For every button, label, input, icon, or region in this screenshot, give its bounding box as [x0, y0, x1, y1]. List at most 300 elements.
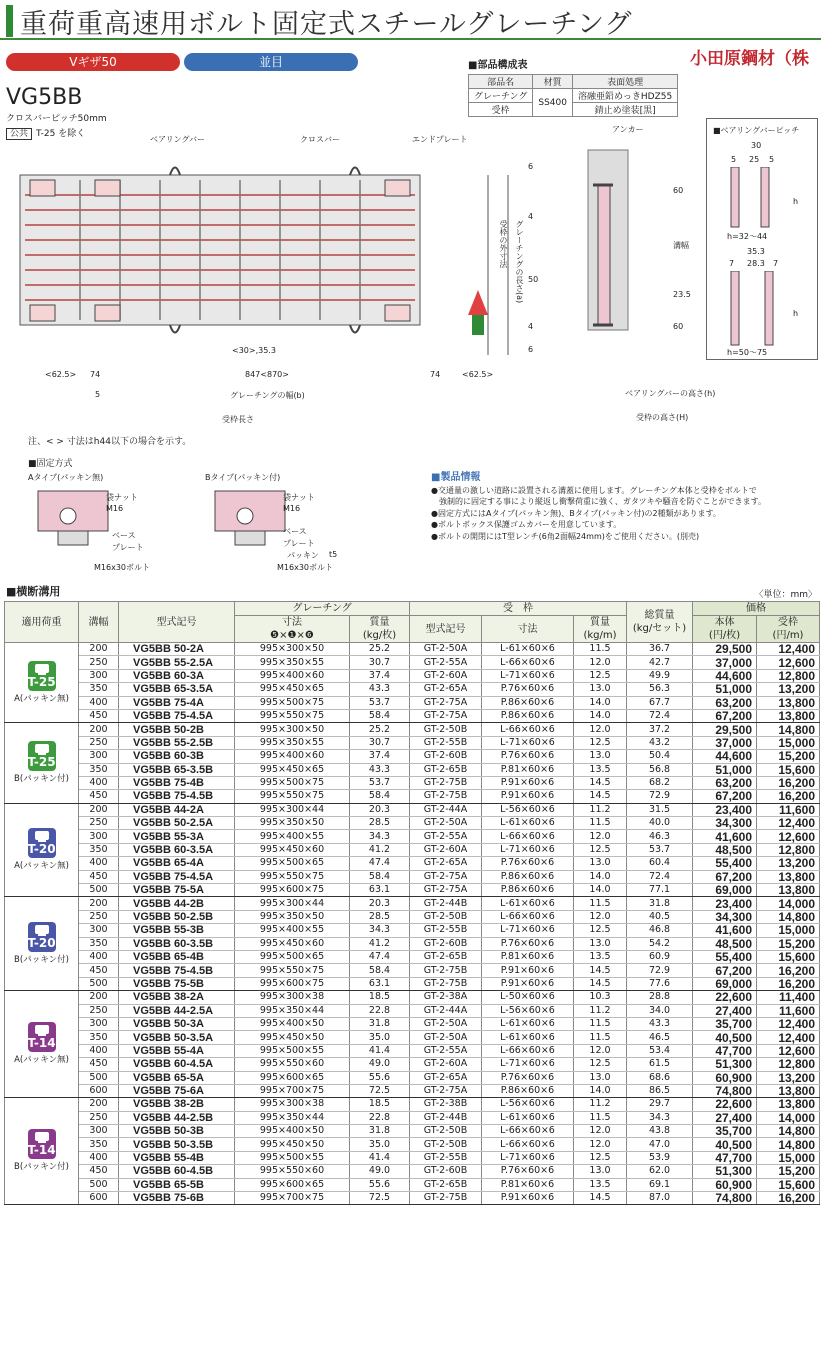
parts-col: 材質 — [533, 75, 573, 89]
table-row — [5, 736, 820, 749]
cell-total-mass: 72.4 — [627, 870, 693, 883]
th-body-label: 本体 — [714, 617, 735, 628]
table-row — [5, 1031, 820, 1044]
cell-frame-price: 12,400 — [757, 817, 820, 830]
th-frame-price-label: 受枠 — [778, 617, 799, 628]
cell-frame-mass: 13.0 — [574, 857, 627, 870]
cross-bar-label: クロスバー — [300, 135, 340, 144]
cell-frame-price: 13,200 — [757, 683, 820, 696]
cell-frame-model: GT-2-44B — [410, 897, 482, 910]
cell-total-mass: 72.4 — [627, 709, 693, 722]
dim-74-left: 74 — [90, 370, 101, 379]
cell-model: VG5BB 60-3A — [119, 669, 235, 682]
table-row — [5, 991, 820, 1004]
bearing-bar-label: ベアリングバー — [150, 135, 206, 144]
table-row — [5, 1017, 820, 1030]
cell-frame-size: P.81×60×6 — [482, 763, 574, 776]
cell-frame-price: 13,800 — [757, 884, 820, 897]
cell-frame-mass: 12.5 — [574, 736, 627, 749]
cell-frame-model: GT-2-55B — [410, 924, 482, 937]
cell-frame-mass: 11.5 — [574, 897, 627, 910]
info-line: ●固定方式にはAタイプ(パッキン無)、Bタイプ(パッキン付)の2種類があります。 — [431, 508, 721, 518]
cell-size: 995×450×60 — [235, 843, 350, 856]
cell-frame-size: L-56×60×6 — [482, 803, 574, 816]
cell-model: VG5BB 65-5B — [119, 1178, 235, 1191]
load-label: T-14 — [27, 1143, 56, 1158]
cell-body-price: 69,000 — [693, 977, 757, 990]
cell-body-price: 67,200 — [693, 964, 757, 977]
cell-mass: 49.0 — [350, 1165, 410, 1178]
cell-frame-price: 14,800 — [757, 1138, 820, 1151]
cell-model: VG5BB 75-4.5B — [119, 964, 235, 977]
cell-body-price: 47,700 — [693, 1044, 757, 1057]
cell-frame-size: L-66×60×6 — [482, 1044, 574, 1057]
cell-total-mass: 50.4 — [627, 750, 693, 763]
cell-model: VG5BB 65-4B — [119, 950, 235, 963]
table-row — [5, 817, 820, 830]
cell-size: 995×500×55 — [235, 1151, 350, 1164]
cell-model: VG5BB 75-6B — [119, 1192, 235, 1205]
cell-frame-size: L-66×60×6 — [482, 1125, 574, 1138]
cell-mass: 58.4 — [350, 790, 410, 803]
th-size — [235, 616, 350, 643]
cell-frame-model: GT-2-65A — [410, 857, 482, 870]
cell-frame-price: 14,800 — [757, 723, 820, 736]
pitch-h-range-1: h=32〜44 — [727, 232, 768, 241]
cell-frame-size: P.76×60×6 — [482, 683, 574, 696]
cell-frame-price: 13,800 — [757, 709, 820, 722]
tag-namime: 並目 — [184, 53, 358, 71]
spec-table-body — [5, 643, 820, 1205]
dim-50: 50 — [528, 275, 539, 284]
cell-frame-price: 12,600 — [757, 830, 820, 843]
cell-mass: 35.0 — [350, 1031, 410, 1044]
cell-width: 200 — [79, 803, 119, 816]
cell-frame-price: 13,200 — [757, 857, 820, 870]
cell-size: 995×500×65 — [235, 857, 350, 870]
grating-width-label: グレーチングの幅(b) — [230, 391, 305, 400]
cell-frame-model: GT-2-55B — [410, 1151, 482, 1164]
cell-total-mass: 60.4 — [627, 857, 693, 870]
cell-frame-model: GT-2-55B — [410, 736, 482, 749]
cell-body-price: 34,300 — [693, 817, 757, 830]
cell-width: 400 — [79, 696, 119, 709]
cell-body-price: 69,000 — [693, 884, 757, 897]
cell-width: 200 — [79, 1098, 119, 1111]
cell-model: VG5BB 44-2.5A — [119, 1004, 235, 1017]
dim-60-top: 60 — [673, 186, 684, 195]
cell-body-price: 48,500 — [693, 937, 757, 950]
cell-mass: 20.3 — [350, 803, 410, 816]
cell-mass: 43.3 — [350, 683, 410, 696]
cell-frame-price: 12,400 — [757, 1017, 820, 1030]
cell-frame-size: L-71×60×6 — [482, 1151, 574, 1164]
fix-b-nut: 袋ナット — [283, 493, 315, 502]
cell-width: 500 — [79, 884, 119, 897]
cell-mass: 41.4 — [350, 1044, 410, 1057]
cell-total-mass: 43.2 — [627, 736, 693, 749]
cell-width: 350 — [79, 937, 119, 950]
model-name: VG5BB — [6, 85, 83, 110]
cell-total-mass: 37.2 — [627, 723, 693, 736]
cell-body-price: 67,200 — [693, 870, 757, 883]
pitch-h-b: h — [793, 309, 799, 318]
cell-frame-price: 14,000 — [757, 897, 820, 910]
public-note-text: T-25 を除く — [36, 129, 86, 139]
table-row — [5, 1111, 820, 1124]
cell-frame-model: GT-2-50A — [410, 643, 482, 656]
parts-cell: 錆止め塗装[黒] — [572, 103, 677, 117]
cell-frame-model: GT-2-75B — [410, 1192, 482, 1205]
cell-frame-model: GT-2-50A — [410, 1017, 482, 1030]
th-total — [627, 602, 693, 643]
cell-model: VG5BB 38-2A — [119, 991, 235, 1004]
bearing-height-label: ベアリングバーの高さ(h) — [625, 389, 716, 398]
table-row — [5, 656, 820, 669]
cell-frame-model: GT-2-50A — [410, 1031, 482, 1044]
cell-frame-size: P.76×60×6 — [482, 1071, 574, 1084]
table-row — [5, 1058, 820, 1071]
cell-frame-mass: 13.5 — [574, 950, 627, 963]
cell-frame-mass: 14.0 — [574, 884, 627, 897]
cell-model: VG5BB 60-4.5A — [119, 1058, 235, 1071]
cell-width: 400 — [79, 1151, 119, 1164]
cell-frame-model: GT-2-75A — [410, 1084, 482, 1097]
info-line: ●ボルトボックス保護ゴムカバーを用意しています。 — [431, 520, 622, 529]
cell-frame-price: 13,800 — [757, 1098, 820, 1111]
truck-icon — [35, 1132, 49, 1141]
cell-frame-size: L-66×60×6 — [482, 1138, 574, 1151]
cell-frame-mass: 11.5 — [574, 1031, 627, 1044]
cell-mass: 53.7 — [350, 696, 410, 709]
info-line: ●ボルトの開閉にはT型レンチ(6角2面幅24mm)をご使用ください。(別売) — [431, 531, 700, 541]
info-line: ●交通量の激しい道路に設置される溝蓋に使用します。グレーチング本体と受枠をボルトで — [431, 485, 757, 495]
cell-body-price: 37,000 — [693, 656, 757, 669]
table-row — [5, 1192, 820, 1205]
cell-frame-size: P.91×60×6 — [482, 964, 574, 977]
cell-total-mass: 68.6 — [627, 1071, 693, 1084]
cell-body-price: 63,200 — [693, 696, 757, 709]
cell-size: 995×450×50 — [235, 1031, 350, 1044]
th-total-label: 総質量 — [644, 610, 675, 621]
cell-body-price: 51,000 — [693, 683, 757, 696]
dim-6-top: 6 — [528, 162, 534, 171]
cell-frame-price: 14,000 — [757, 1111, 820, 1124]
pitch-5a: 5 — [731, 155, 737, 164]
cell-size: 995×450×65 — [235, 683, 350, 696]
cell-model: VG5BB 75-4.5A — [119, 709, 235, 722]
cell-width: 500 — [79, 1071, 119, 1084]
load-badge — [28, 922, 56, 952]
page-title: 重荷重高速用ボルト固定式スチールグレーチング — [20, 9, 633, 40]
cell-body-price: 63,200 — [693, 776, 757, 789]
cell-frame-model: GT-2-44A — [410, 803, 482, 816]
cell-frame-model: GT-2-50A — [410, 817, 482, 830]
cell-mass: 72.5 — [350, 1084, 410, 1097]
cell-frame-price: 16,200 — [757, 964, 820, 977]
cell-frame-size: L-61×60×6 — [482, 1017, 574, 1030]
cell-frame-size: L-66×60×6 — [482, 656, 574, 669]
cell-total-mass: 46.3 — [627, 830, 693, 843]
cell-size: 995×550×60 — [235, 1058, 350, 1071]
table-row — [5, 750, 820, 763]
cell-frame-mass: 12.0 — [574, 830, 627, 843]
th-frame: 受 枠 — [410, 602, 627, 616]
cell-body-price: 40,500 — [693, 1138, 757, 1151]
cell-frame-mass: 14.0 — [574, 709, 627, 722]
public-badge: 公共 — [6, 128, 32, 140]
cell-frame-mass: 12.5 — [574, 1058, 627, 1071]
info-heading: ■製品情報 — [431, 472, 481, 483]
cell-body-price: 67,200 — [693, 790, 757, 803]
cell-mass: 41.2 — [350, 843, 410, 856]
table-row — [5, 1084, 820, 1097]
cell-frame-size: L-66×60×6 — [482, 723, 574, 736]
cell-frame-mass: 12.5 — [574, 669, 627, 682]
fix-type-label: B(パッキン付) — [14, 1162, 69, 1173]
cell-total-mass: 43.3 — [627, 1017, 693, 1030]
cell-mass: 25.2 — [350, 643, 410, 656]
table-row — [5, 1044, 820, 1057]
cell-width: 450 — [79, 790, 119, 803]
cell-total-mass: 62.0 — [627, 1165, 693, 1178]
unit-note: 〈単位：mm〉 — [754, 590, 817, 600]
dim-4-bottom: 4 — [528, 322, 534, 331]
cell-mass: 58.4 — [350, 870, 410, 883]
cell-frame-mass: 14.0 — [574, 1084, 627, 1097]
cell-frame-price: 12,400 — [757, 1031, 820, 1044]
cell-model: VG5BB 60-4.5B — [119, 1165, 235, 1178]
cell-width: 350 — [79, 843, 119, 856]
cell-mass: 43.3 — [350, 763, 410, 776]
cell-size: 995×700×75 — [235, 1084, 350, 1097]
cell-model: VG5BB 60-3.5B — [119, 937, 235, 950]
fix-type-label: A(パッキン無) — [14, 693, 69, 704]
cell-model: VG5BB 50-2.5B — [119, 910, 235, 923]
cell-total-mass: 31.5 — [627, 803, 693, 816]
cell-width: 300 — [79, 1125, 119, 1138]
cell-body-price: 51,300 — [693, 1165, 757, 1178]
cell-width: 450 — [79, 1058, 119, 1071]
table-row — [5, 950, 820, 963]
table-row — [5, 696, 820, 709]
cell-model: VG5BB 60-3.5A — [119, 843, 235, 856]
table-row — [5, 857, 820, 870]
cell-frame-price: 15,000 — [757, 736, 820, 749]
cell-body-price: 23,400 — [693, 803, 757, 816]
end-plate-label: エンドプレート — [412, 135, 468, 144]
th-mass-unit: (kg/枚) — [362, 630, 397, 641]
cell-frame-price: 15,200 — [757, 750, 820, 763]
cell-size: 995×300×44 — [235, 897, 350, 910]
cell-size: 995×500×65 — [235, 950, 350, 963]
table-row — [5, 870, 820, 883]
cell-frame-model: GT-2-38B — [410, 1098, 482, 1111]
load-cell — [5, 643, 79, 723]
cell-frame-size: P.76×60×6 — [482, 937, 574, 950]
cell-frame-mass: 14.5 — [574, 1192, 627, 1205]
cell-size: 995×500×55 — [235, 1044, 350, 1057]
title-accent — [6, 5, 13, 37]
truck-icon — [35, 831, 49, 840]
parts-cell: グレーチング — [469, 89, 533, 103]
fix-a-nut: 袋ナット — [106, 493, 138, 502]
cell-frame-mass: 11.2 — [574, 1004, 627, 1017]
cell-mass: 20.3 — [350, 897, 410, 910]
th-frame-mass-unit: (kg/m) — [583, 630, 617, 641]
cell-frame-mass: 13.0 — [574, 683, 627, 696]
cell-frame-price: 16,200 — [757, 790, 820, 803]
cell-total-mass: 28.8 — [627, 991, 693, 1004]
truck-icon — [35, 1025, 49, 1034]
pitch-dim: <30>,35.3 — [232, 346, 276, 355]
load-cell — [5, 1098, 79, 1205]
section-drawing — [468, 135, 703, 425]
table-row — [5, 884, 820, 897]
table-row — [5, 1178, 820, 1191]
cell-frame-mass: 14.5 — [574, 776, 627, 789]
fix-b-title: Bタイプ(パッキン付) — [205, 473, 281, 482]
th-grating: グレーチング — [235, 602, 410, 616]
cell-mass: 37.4 — [350, 750, 410, 763]
table-row — [5, 843, 820, 856]
cell-size: 995×400×60 — [235, 750, 350, 763]
cell-body-price: 27,400 — [693, 1004, 757, 1017]
cell-mass: 28.5 — [350, 910, 410, 923]
table-row — [5, 924, 820, 937]
parts-heading: ■部品構成表 — [468, 60, 528, 71]
cell-width: 300 — [79, 924, 119, 937]
table-row — [5, 937, 820, 950]
table-row — [5, 683, 820, 696]
cell-mass: 58.4 — [350, 709, 410, 722]
dimension-note: 注、< > 寸法はh44以下の場合を示す。 — [28, 437, 192, 447]
cell-width: 300 — [79, 669, 119, 682]
cell-frame-model: GT-2-50B — [410, 1138, 482, 1151]
cell-size: 995×500×75 — [235, 696, 350, 709]
fix-b-t5: t5 — [329, 550, 338, 559]
cell-body-price: 74,800 — [693, 1192, 757, 1205]
cell-size: 995×500×75 — [235, 776, 350, 789]
cell-body-price: 23,400 — [693, 897, 757, 910]
groove-width-label: 溝幅 — [673, 241, 689, 250]
th-mass-label: 質量 — [369, 617, 390, 628]
table-row — [5, 1151, 820, 1164]
load-badge — [28, 1022, 56, 1052]
cell-model: VG5BB 44-2A — [119, 803, 235, 816]
cell-frame-price: 15,000 — [757, 924, 820, 937]
fix-a-base: ベース — [112, 531, 136, 540]
cell-frame-price: 15,000 — [757, 1151, 820, 1164]
bar-profile-large — [727, 271, 797, 347]
pitch-7a: 7 — [729, 259, 735, 268]
cell-frame-size: P.86×60×6 — [482, 884, 574, 897]
cell-width: 400 — [79, 776, 119, 789]
cell-model: VG5BB 75-4.5A — [119, 870, 235, 883]
cell-size: 995×400×55 — [235, 924, 350, 937]
cell-frame-model: GT-2-60B — [410, 937, 482, 950]
cell-size: 995×450×50 — [235, 1138, 350, 1151]
fix-a-plate: プレート — [112, 543, 144, 552]
cell-frame-size: L-56×60×6 — [482, 1004, 574, 1017]
anchor-label: アンカー — [612, 125, 644, 134]
table-row — [5, 723, 820, 736]
cell-size: 995×300×38 — [235, 991, 350, 1004]
cell-model: VG5BB 50-2A — [119, 643, 235, 656]
cell-frame-mass: 12.0 — [574, 1138, 627, 1151]
cell-frame-price: 12,400 — [757, 643, 820, 656]
table-row — [5, 977, 820, 990]
parts-cell: 溶融亜鉛めっきHDZ55 — [572, 89, 677, 103]
cell-model: VG5BB 50-3B — [119, 1125, 235, 1138]
cell-model: VG5BB 50-3.5A — [119, 1031, 235, 1044]
th-body-unit: (円/枚) — [708, 630, 741, 641]
cell-size: 995×550×75 — [235, 870, 350, 883]
cell-total-mass: 72.9 — [627, 790, 693, 803]
table-row — [5, 776, 820, 789]
cell-width: 300 — [79, 1017, 119, 1030]
cell-mass: 30.7 — [350, 656, 410, 669]
parts-table — [468, 56, 678, 117]
cell-mass: 25.2 — [350, 723, 410, 736]
cell-body-price: 55,400 — [693, 950, 757, 963]
title-bar — [0, 0, 821, 40]
cell-size: 995×450×65 — [235, 763, 350, 776]
pitch-h-a: h — [793, 197, 799, 206]
cell-frame-model: GT-2-65B — [410, 1178, 482, 1191]
cell-width: 450 — [79, 709, 119, 722]
pitch-35-3: 35.3 — [747, 247, 765, 256]
cell-model: VG5BB 55-2.5B — [119, 736, 235, 749]
cell-frame-model: GT-2-65A — [410, 1071, 482, 1084]
cell-frame-size: P.86×60×6 — [482, 696, 574, 709]
cell-width: 350 — [79, 1138, 119, 1151]
cell-frame-price: 11,600 — [757, 1004, 820, 1017]
cell-mass: 22.8 — [350, 1004, 410, 1017]
cell-width: 350 — [79, 683, 119, 696]
table-row — [5, 1165, 820, 1178]
cell-frame-model: GT-2-75B — [410, 977, 482, 990]
th-frame-model: 型式記号 — [410, 616, 482, 643]
truck-icon — [35, 744, 49, 753]
cell-frame-price: 12,600 — [757, 1044, 820, 1057]
cell-model: VG5BB 65-3.5B — [119, 763, 235, 776]
cell-frame-model: GT-2-65B — [410, 950, 482, 963]
cell-frame-price: 15,600 — [757, 763, 820, 776]
cell-total-mass: 43.8 — [627, 1125, 693, 1138]
bar-profile-small — [727, 167, 787, 229]
truck-icon — [35, 664, 49, 673]
cell-frame-size: L-61×60×6 — [482, 1111, 574, 1124]
cell-total-mass: 69.1 — [627, 1178, 693, 1191]
fix-b-bolt: M16x30ボルト — [277, 563, 333, 572]
cell-frame-price: 14,800 — [757, 1125, 820, 1138]
th-frame-size: 寸法 — [482, 616, 574, 643]
table-row — [5, 1004, 820, 1017]
cell-total-mass: 54.2 — [627, 937, 693, 950]
cell-frame-model: GT-2-60A — [410, 669, 482, 682]
cell-frame-model: GT-2-65B — [410, 763, 482, 776]
grating-length-label: グレーチングの長さ(a) — [515, 220, 524, 304]
grating-plan-drawing — [10, 155, 460, 355]
dim-6-bottom: 6 — [528, 345, 534, 354]
cell-frame-size: L-66×60×6 — [482, 830, 574, 843]
cell-mass: 72.5 — [350, 1192, 410, 1205]
cell-frame-model: GT-2-38A — [410, 991, 482, 1004]
cell-width: 400 — [79, 1044, 119, 1057]
cell-frame-price: 16,200 — [757, 1192, 820, 1205]
fix-type-label: A(パッキン無) — [14, 1055, 69, 1066]
